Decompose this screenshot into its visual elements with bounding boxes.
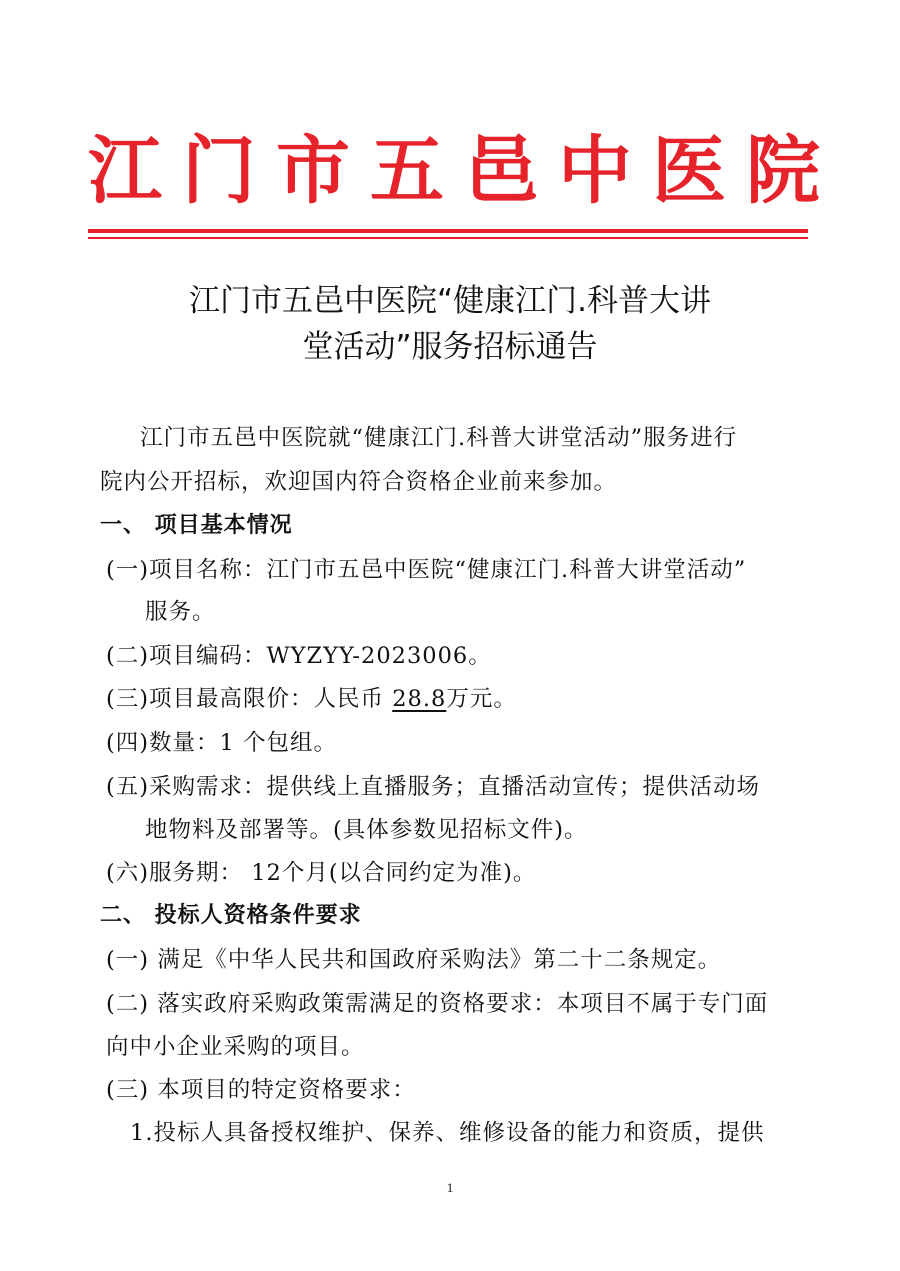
section-2-item-2-line-1: (二) 落实政府采购政策需满足的资格要求：本项目不属于专门面: [106, 991, 769, 1017]
section-1-item-3-prefix: (三)项目最高限价：人民币: [106, 686, 393, 712]
notice-title: [90, 278, 810, 370]
page-number: 1: [446, 1180, 454, 1195]
section-1-item-6: (六)服务期： 12个月(以合同约定为准)。: [106, 860, 537, 886]
section-1-item-1-line-2: 服务。: [145, 599, 216, 625]
section-1-item-5-line-1: (五)采购需求：提供线上直播服务；直播活动宣传；提供活动场: [106, 774, 761, 800]
section-2-heading: 二、 投标人资格条件要求: [100, 903, 362, 928]
notice-title-line-2: 堂活动”服务招标通告: [302, 329, 598, 365]
section-1-item-2: (二)项目编码：WYZYY-2023006。: [106, 643, 492, 669]
intro-line-2: 院内公开招标，欢迎国内符合资格企业前来参加。: [100, 469, 618, 495]
section-2-item-3-sub-1: 1.投标人具备授权维护、保养、维修设备的能力和资质，提供: [130, 1120, 765, 1146]
letterhead-rule-thin: [88, 237, 808, 239]
section-1-item-3-suffix: 万元。: [446, 686, 517, 712]
section-1-item-5-line-2: 地物料及部署等。(具体参数见招标文件)。: [145, 817, 588, 843]
letterhead-title: 江门市五邑中医院: [88, 128, 840, 214]
section-2-item-1: (一) 满足《中华人民共和国政府采购法》第二十二条规定。: [106, 947, 722, 973]
notice-title-line-1: 江门市五邑中医院“健康江门.科普大讲: [189, 283, 711, 319]
section-1-heading: 一、 项目基本情况: [100, 513, 293, 538]
section-2-item-2-line-2: 向中小企业采购的项目。: [106, 1034, 365, 1060]
section-2-item-3: (三) 本项目的特定资格要求：: [106, 1077, 416, 1103]
intro-line-1: 江门市五邑中医院就“健康江门.科普大讲堂活动”服务进行: [140, 425, 738, 451]
section-1-item-1-line-1: (一)项目名称：江门市五邑中医院“健康江门.科普大讲堂活动”: [106, 557, 747, 583]
price-cap-amount: 28.8: [392, 686, 447, 712]
section-1-item-4: (四)数量：1 个包组。: [106, 730, 338, 756]
section-1-item-3: [106, 684, 517, 714]
letterhead-rule-thick: [88, 229, 808, 233]
